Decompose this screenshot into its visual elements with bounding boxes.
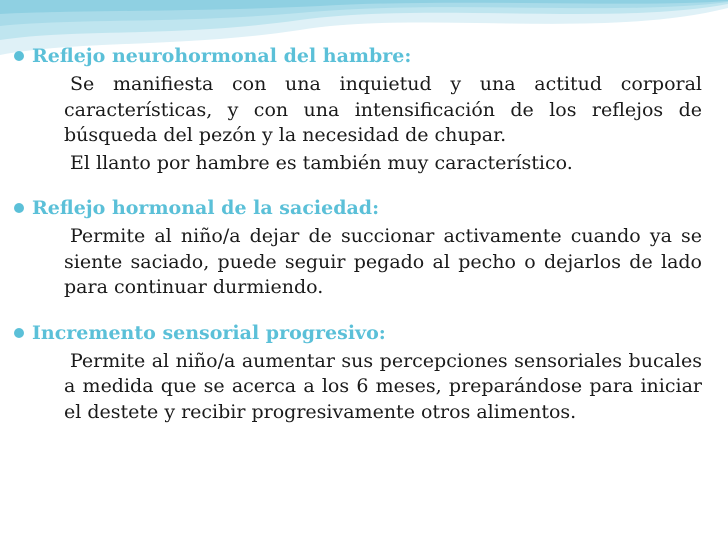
section-heading [12, 44, 702, 68]
section-saciedad [12, 196, 702, 301]
paragraph: Se manifiesta con una inquietud y una actitud corporal características, y con una intensificación de los reflejos de búsqueda del pezón y la necesidad de chupar. [64, 73, 702, 146]
bullet-dot-icon [14, 328, 24, 338]
section-heading [12, 321, 702, 345]
heading-text: Reflejo hormonal de la saciedad: [32, 197, 380, 219]
section-hambre [12, 44, 702, 176]
bullet-dot-icon [14, 51, 24, 61]
section-sensorial [12, 321, 702, 426]
bullet-dot-icon [14, 203, 24, 213]
heading-text: Reflejo neurohormonal del hambre: [32, 45, 412, 67]
paragraph: Permite al niño/a aumentar sus percepciones sensoriales bucales a medida que se acerca a los 6 meses, preparándose para iniciar el destete y recibir progresivamente otros alimentos. [64, 349, 702, 423]
section-heading [12, 196, 702, 220]
heading-text: Incremento sensorial progresivo: [32, 321, 386, 344]
slide-content [12, 44, 702, 445]
paragraph: El llanto por hambre es también muy característico. [70, 151, 573, 174]
paragraph: Permite al niño/a dejar de succionar activamente cuando ya se siente saciado, puede seguir pegado al pecho o dejarlos de lado para continuar durmiendo. [64, 225, 702, 298]
